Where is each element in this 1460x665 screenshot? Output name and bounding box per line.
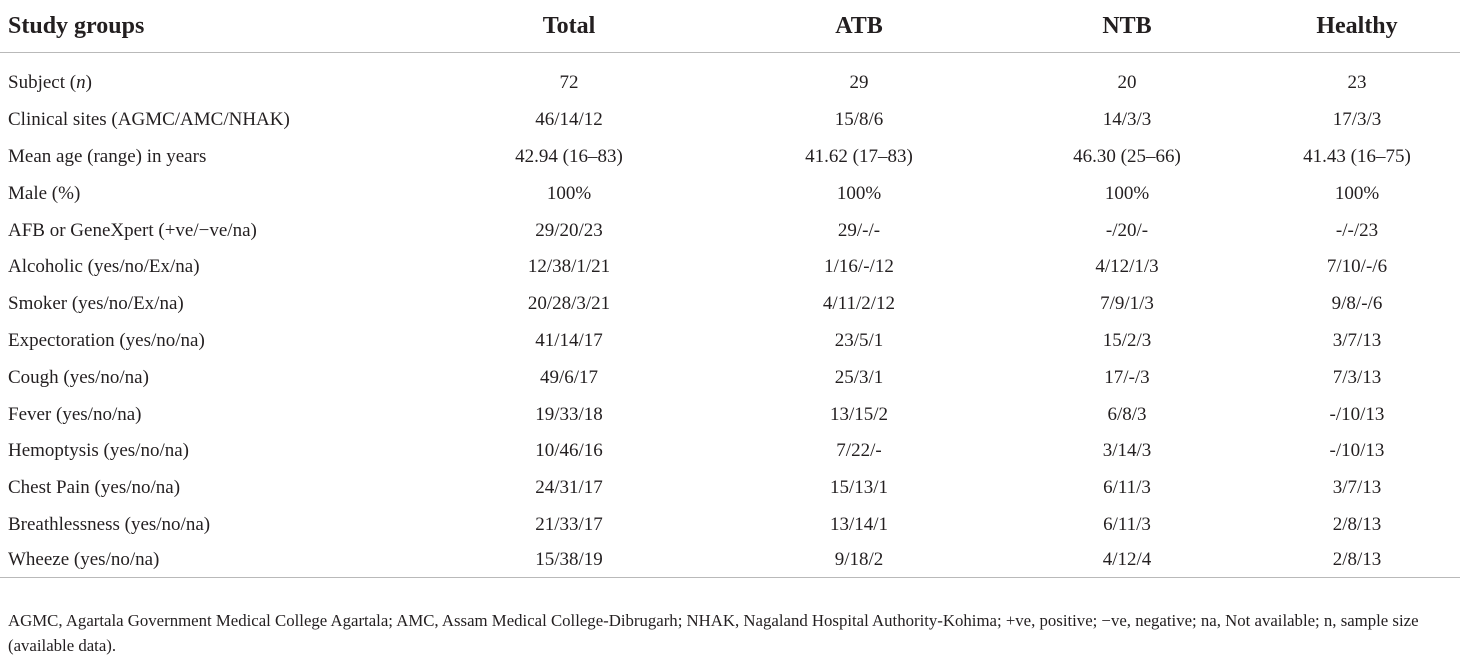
cell-healthy: 7/3/13	[1332, 366, 1382, 388]
row-label: AFB or GeneXpert (+ve/−ve/na)	[8, 219, 257, 241]
table-row	[0, 323, 1460, 360]
table-row	[0, 396, 1460, 433]
cell-atb: 25/3/1	[834, 366, 884, 388]
cell-healthy: 3/7/13	[1332, 329, 1382, 351]
cell-total: 42.94 (16–83)	[515, 145, 623, 167]
row-label: Cough (yes/no/na)	[8, 366, 149, 388]
cell-atb: 15/13/1	[829, 477, 889, 499]
row-label: Mean age (range) in years	[8, 145, 207, 167]
cell-atb: 29	[849, 72, 869, 94]
cell-total: 29/20/23	[535, 219, 603, 241]
cell-healthy: 23	[1347, 72, 1367, 94]
cell-healthy: 2/8/13	[1254, 543, 1460, 578]
cell-healthy: -/10/13	[1329, 403, 1385, 425]
cell-total: 41/14/17	[535, 329, 603, 351]
cell-ntb: 14/3/3	[1102, 109, 1152, 131]
cell-ntb: 15/2/3	[1102, 329, 1152, 351]
cell-healthy: 2/8/13	[1332, 513, 1382, 535]
table-footnote: AGMC, Agartala Government Medical College Agartala; AMC, Assam Medical College-Dibrugarh; NHAK, Nagaland Hospital Authority-Kohima; +ve, positive; −ve, negative; na, Not available; n, sample size (available data).	[8, 611, 1419, 655]
cell-atb: 1/16/-/12	[824, 256, 894, 278]
cell-healthy: -/-/23	[1335, 219, 1379, 241]
cell-atb: 29/-/-	[837, 219, 881, 241]
table-row	[0, 507, 1460, 544]
cell-atb: 41.62 (17–83)	[805, 145, 913, 167]
cell-healthy: 41.43 (16–75)	[1303, 145, 1411, 167]
table-row	[0, 249, 1460, 286]
cell-total: 46/14/12	[535, 109, 603, 131]
cell-ntb: 7/9/1/3	[1100, 293, 1154, 315]
cell-atb: 100%	[836, 182, 882, 204]
cell-total: 20/28/3/21	[527, 293, 611, 315]
cell-total: 21/33/17	[535, 513, 603, 535]
row-label-italic: n	[76, 72, 86, 94]
cell-atb: 9/18/2	[718, 543, 1000, 578]
header-ntb: NTB	[1000, 0, 1254, 53]
cell-total: 24/31/17	[535, 477, 603, 499]
cell-atb: 4/11/2/12	[822, 293, 896, 315]
table-row	[0, 102, 1460, 139]
cell-healthy: -/10/13	[1329, 440, 1385, 462]
cell-total: 12/38/1/21	[527, 256, 611, 278]
cell-ntb: 6/11/3	[1103, 513, 1151, 535]
cell-healthy: 7/10/-/6	[1326, 256, 1388, 278]
cell-ntb: 100%	[1104, 182, 1150, 204]
row-label: Expectoration (yes/no/na)	[8, 329, 205, 351]
row-label: Clinical sites (AGMC/AMC/NHAK)	[8, 109, 290, 131]
table-row	[0, 53, 1460, 102]
cell-healthy: 100%	[1334, 182, 1380, 204]
cell-total: 72	[559, 72, 579, 94]
header-atb: ATB	[718, 0, 1000, 53]
header-study-groups: Study groups	[0, 0, 420, 53]
table-row	[0, 543, 1460, 578]
row-label-post: )	[85, 72, 92, 94]
cell-ntb: 3/14/3	[1102, 440, 1152, 462]
cell-ntb: 4/12/4	[1000, 543, 1254, 578]
cell-atb: 15/8/6	[834, 109, 884, 131]
cell-ntb: 6/8/3	[1107, 403, 1147, 425]
table-row	[0, 139, 1460, 176]
cell-healthy: 9/8/-/6	[1331, 293, 1383, 315]
cell-total: 49/6/17	[539, 366, 599, 388]
cell-ntb: 17/-/3	[1104, 366, 1150, 388]
row-label: Wheeze (yes/no/na)	[0, 543, 420, 578]
cell-ntb: 6/11/3	[1103, 477, 1151, 499]
cell-ntb: 46.30 (25–66)	[1073, 145, 1181, 167]
cell-total: 100%	[546, 182, 592, 204]
cell-ntb: 4/12/1/3	[1095, 256, 1159, 278]
row-label-pre: Subject (	[8, 72, 77, 94]
cell-total: 10/46/16	[535, 440, 603, 462]
header-healthy: Healthy	[1254, 0, 1460, 53]
table-row	[0, 359, 1460, 396]
table-header-row	[0, 0, 1460, 53]
row-label: Breathlessness (yes/no/na)	[8, 513, 211, 535]
table-row	[0, 212, 1460, 249]
cell-total: 19/33/18	[535, 403, 603, 425]
row-label: Alcoholic (yes/no/Ex/na)	[8, 256, 200, 278]
row-label	[0, 53, 420, 102]
cell-ntb: 20	[1117, 72, 1137, 94]
row-label: Hemoptysis (yes/no/na)	[8, 440, 190, 462]
cell-atb: 23/5/1	[834, 329, 884, 351]
cell-ntb: -/20/-	[1105, 219, 1149, 241]
row-label: Male (%)	[8, 182, 81, 204]
table-row	[0, 470, 1460, 507]
row-label: Smoker (yes/no/Ex/na)	[8, 293, 184, 315]
header-total: Total	[420, 0, 718, 53]
cell-total: 15/38/19	[420, 543, 718, 578]
cell-atb: 7/22/-	[836, 440, 882, 462]
cell-healthy: 17/3/3	[1332, 109, 1382, 131]
cell-healthy: 3/7/13	[1332, 477, 1382, 499]
cell-atb: 13/15/2	[829, 403, 889, 425]
table-row	[0, 286, 1460, 323]
table-row	[0, 175, 1460, 212]
row-label: Fever (yes/no/na)	[8, 403, 142, 425]
cell-atb: 13/14/1	[829, 513, 889, 535]
table-row	[0, 433, 1460, 470]
row-label: Chest Pain (yes/no/na)	[8, 477, 181, 499]
